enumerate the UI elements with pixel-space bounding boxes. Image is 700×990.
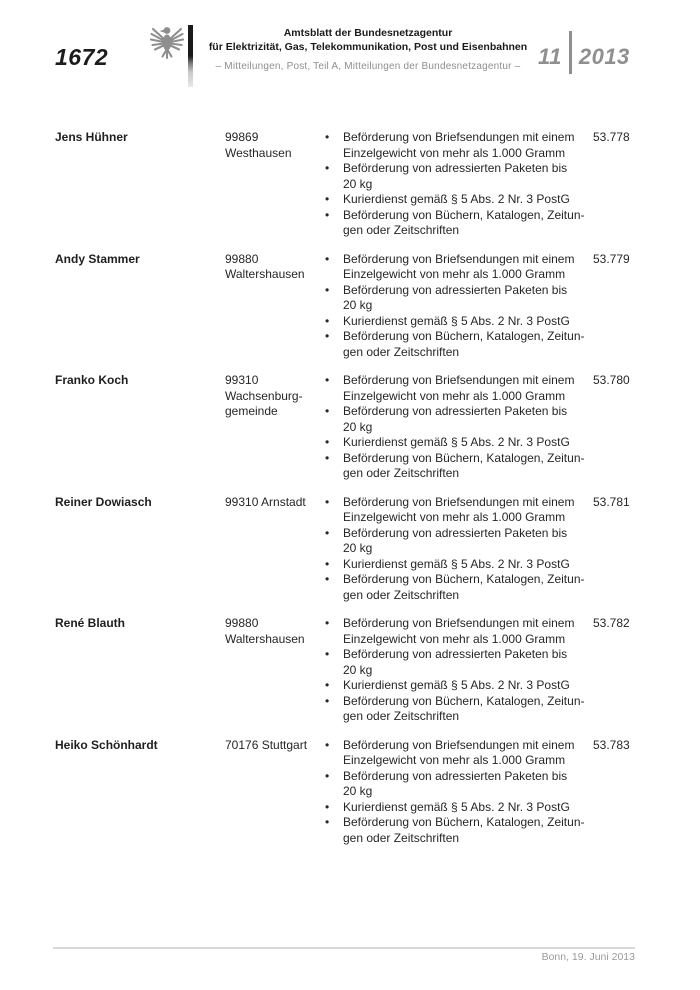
bullet-icon: • <box>325 815 330 829</box>
service-item <box>325 329 593 360</box>
service-item <box>325 526 593 557</box>
service-text: Kurierdienst gemäß § 5 Abs. 2 Nr. 3 PostG <box>343 556 570 571</box>
issue-year: 2013 <box>578 44 630 69</box>
service-text: Beförderung von Briefsendungen mit einem Einzelgewicht von mehr als 1.000 Gramm <box>343 616 575 646</box>
licensee-name: Andy Stammer <box>55 251 140 266</box>
bullet-icon: • <box>325 251 330 266</box>
federal-eagle-icon <box>150 23 184 60</box>
service-text: Beförderung von adressierten Paketen bis 20 kg <box>343 768 568 798</box>
bullet-icon: • <box>325 404 330 418</box>
entries-list <box>55 130 635 859</box>
licensee-name: René Blauth <box>55 616 126 630</box>
service-list <box>325 373 593 482</box>
service-text: Kurierdienst gemäß § 5 Abs. 2 Nr. 3 PostG <box>343 678 570 692</box>
bullet-icon: • <box>325 373 330 387</box>
licensee-name: Reiner Dowiasch <box>55 494 152 509</box>
service-text: Kurierdienst gemäß § 5 Abs. 2 Nr. 3 PostG <box>343 192 570 206</box>
service-text: Beförderung von Büchern, Katalogen, Zeitun- gen oder Zeitschriften <box>343 693 585 723</box>
service-list <box>325 130 593 239</box>
licensee-address: 99880 Waltershausen <box>225 616 305 646</box>
bullet-icon: • <box>325 329 330 343</box>
licensee-row <box>55 130 635 239</box>
bullet-icon: • <box>325 130 330 144</box>
service-text: Beförderung von Briefsendungen mit einem Einzelgewicht von mehr als 1.000 Gramm <box>343 373 575 403</box>
bullet-icon: • <box>325 799 330 814</box>
service-item <box>325 252 593 283</box>
service-text: Beförderung von Briefsendungen mit einem Einzelgewicht von mehr als 1.000 Gramm <box>343 251 575 281</box>
service-text: Beförderung von Büchern, Katalogen, Zeitun- gen oder Zeitschriften <box>343 572 585 602</box>
service-list <box>325 616 593 725</box>
issue-number: 11 <box>538 44 562 69</box>
page-header <box>0 0 700 130</box>
service-text: Beförderung von adressierten Paketen bis 20 kg <box>343 647 568 677</box>
service-item <box>325 451 593 482</box>
issue-badge <box>538 31 630 74</box>
service-item <box>325 815 593 846</box>
service-item <box>325 404 593 435</box>
service-text: Beförderung von adressierten Paketen bis 20 kg <box>343 525 568 555</box>
case-number: 53.781 <box>593 494 630 509</box>
licensee-row <box>55 495 635 604</box>
licensee-row <box>55 738 635 847</box>
licensee-name: Franko Koch <box>55 373 129 387</box>
page-number: 1672 <box>55 44 109 70</box>
bullet-icon: • <box>325 647 330 661</box>
service-item <box>325 208 593 239</box>
bullet-icon: • <box>325 435 330 449</box>
gazette-subtitle: – Mitteilungen, Post, Teil A, Mitteilungen der Bundesnetzagentur – <box>215 61 521 72</box>
bullet-icon: • <box>325 207 330 222</box>
bullet-icon: • <box>325 450 330 465</box>
licensee-address: 99880 Waltershausen <box>225 251 305 281</box>
service-item <box>325 161 593 192</box>
service-list <box>325 738 593 847</box>
service-list <box>325 252 593 361</box>
licensee-name: Jens Hühner <box>55 130 128 144</box>
service-item <box>325 738 593 769</box>
service-text: Beförderung von Büchern, Katalogen, Zeitun- gen oder Zeitschriften <box>343 450 585 480</box>
licensee-row <box>55 373 635 482</box>
gazette-title-block <box>203 27 533 72</box>
service-item <box>325 495 593 526</box>
bullet-icon: • <box>325 282 330 297</box>
service-text: Beförderung von Büchern, Katalogen, Zeitun- gen oder Zeitschriften <box>343 329 585 359</box>
bullet-icon: • <box>325 678 330 692</box>
licensee-row <box>55 252 635 361</box>
bullet-icon: • <box>325 572 330 586</box>
bullet-icon: • <box>325 313 330 328</box>
service-text: Kurierdienst gemäß § 5 Abs. 2 Nr. 3 PostG <box>343 799 570 814</box>
service-text: Beförderung von Briefsendungen mit einem Einzelgewicht von mehr als 1.000 Gramm <box>343 737 575 767</box>
service-text: Beförderung von adressierten Paketen bis 20 kg <box>343 404 568 434</box>
service-list <box>325 495 593 604</box>
bullet-icon: • <box>325 525 330 540</box>
licensee-address: 99310 Arnstadt <box>225 494 306 509</box>
bullet-icon: • <box>325 693 330 708</box>
issue-separator-bar <box>569 31 572 74</box>
service-text: Beförderung von adressierten Paketen bis 20 kg <box>343 161 568 191</box>
service-item <box>325 192 593 208</box>
bullet-icon: • <box>325 161 330 175</box>
footer-rule <box>53 947 635 949</box>
service-item <box>325 572 593 603</box>
case-number: 53.782 <box>593 616 630 630</box>
service-text: Beförderung von Briefsendungen mit einem Einzelgewicht von mehr als 1.000 Gramm <box>343 130 575 160</box>
service-item <box>325 616 593 647</box>
gazette-title-line1: Amtsblatt der Bundesnetzagentur <box>283 27 453 39</box>
bullet-icon: • <box>325 768 330 783</box>
service-item <box>325 800 593 816</box>
case-number: 53.783 <box>593 737 630 752</box>
service-text: Beförderung von adressierten Paketen bis 20 kg <box>343 282 568 312</box>
bullet-icon: • <box>325 556 330 571</box>
logo-divider-bar <box>188 25 193 87</box>
service-item <box>325 283 593 314</box>
case-number: 53.780 <box>593 373 630 387</box>
licensee-address: 70176 Stuttgart <box>225 737 308 752</box>
service-item <box>325 373 593 404</box>
case-number: 53.779 <box>593 251 630 266</box>
service-text: Beförderung von Büchern, Katalogen, Zeitun- gen oder Zeitschriften <box>343 207 585 237</box>
licensee-address: 99310 Wachsenburg- gemeinde <box>225 373 303 418</box>
service-item <box>325 647 593 678</box>
service-item <box>325 557 593 573</box>
service-text: Beförderung von Briefsendungen mit einem Einzelgewicht von mehr als 1.000 Gramm <box>343 494 575 524</box>
footer-date: Bonn, 19. Juni 2013 <box>541 951 635 963</box>
licensee-row <box>55 616 635 725</box>
service-item <box>325 130 593 161</box>
bullet-icon: • <box>325 737 330 752</box>
service-text: Beförderung von Büchern, Katalogen, Zeitun- gen oder Zeitschriften <box>343 815 585 845</box>
bullet-icon: • <box>325 616 330 630</box>
service-item <box>325 314 593 330</box>
service-item <box>325 678 593 694</box>
service-item <box>325 769 593 800</box>
bullet-icon: • <box>325 494 330 509</box>
licensee-name: Heiko Schönhardt <box>55 737 158 752</box>
case-number: 53.778 <box>593 130 630 144</box>
service-item <box>325 694 593 725</box>
licensee-address: 99869 Westhausen <box>225 130 292 160</box>
service-item <box>325 435 593 451</box>
service-text: Kurierdienst gemäß § 5 Abs. 2 Nr. 3 PostG <box>343 313 570 328</box>
gazette-title-line2: für Elektrizität, Gas, Telekommunikation, Post und Eisenbahnen <box>208 40 528 53</box>
service-text: Kurierdienst gemäß § 5 Abs. 2 Nr. 3 PostG <box>343 435 570 449</box>
bullet-icon: • <box>325 192 330 206</box>
